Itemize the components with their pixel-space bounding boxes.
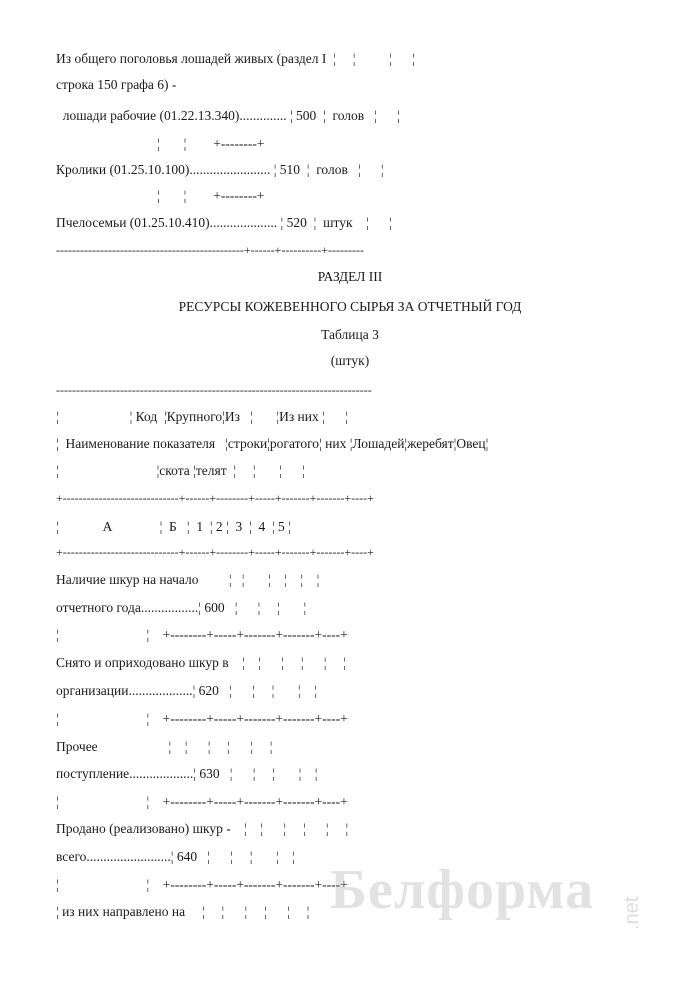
- table3-row-640-b: всего.........................¦ 640 ¦ ¦ ¦ ¦ ¦: [56, 849, 295, 864]
- table3-row-600-a: Наличие шкур на начало ¦ ¦ ¦ ¦ ¦ ¦: [56, 572, 320, 587]
- upper-row-work-horses: лошади рабочие (01.22.13.340).............. ¦ 500 ¦ голов ¦ ¦: [56, 108, 400, 123]
- table3-row-630-a: Прочее ¦ ¦ ¦ ¦ ¦ ¦: [56, 739, 273, 754]
- upper-row-bottom-rule: -----------------------------------------------+------+----------+---------: [56, 243, 365, 257]
- table3-header-row-2: ¦ Наименование показателя ¦строки¦рогатого¦ них ¦Лошадей¦жеребят¦Овец¦: [56, 436, 489, 451]
- table3-row-630-b: поступление...................¦ 630 ¦ ¦ ¦ ¦ ¦: [56, 766, 318, 781]
- watermark-suffix: .net: [621, 896, 643, 930]
- upper-row-line150: строка 150 графа 6) -: [56, 77, 177, 92]
- table3-row-620-b: организации...................¦ 620 ¦ ¦ ¦ ¦ ¦: [56, 683, 317, 698]
- table-caption: Таблица 3: [321, 327, 379, 342]
- table3-top-rule: -------------------------------------------------------------------------------: [56, 383, 372, 397]
- table3-header-row-3: ¦ ¦скота ¦телят ¦ ¦ ¦ ¦: [56, 463, 305, 478]
- upper-row-rule1: ¦ ¦ +--------+: [56, 136, 265, 151]
- table3-row-subitem: ¦ из них направлено на ¦ ¦ ¦ ¦ ¦ ¦: [56, 904, 310, 919]
- upper-row-rabbits: Кролики (01.25.10.100)........................ ¦ 510 ¦ голов ¦ ¦: [56, 162, 384, 177]
- table3-header-letters: ¦ А ¦ Б ¦ 1 ¦ 2 ¦ 3 ¦ 4 ¦ 5 ¦: [56, 519, 291, 534]
- watermark-logo: Белформа: [330, 859, 595, 921]
- table3-header-rule: +-----------------------------+------+--------+-----+-------+-------+----+: [56, 491, 374, 505]
- table3-row-640-rule: ¦ ¦ +--------+-----+-------+-------+----+: [56, 877, 348, 892]
- table3-row-600-b: отчетного года.................¦ 600 ¦ ¦ ¦ ¦: [56, 600, 307, 615]
- table3-row-620-rule: ¦ ¦ +--------+-----+-------+-------+----+: [56, 711, 348, 726]
- table3-header-row-1: ¦ ¦ Код ¦Крупного¦Из ¦ ¦Из них ¦ ¦: [56, 409, 348, 424]
- upper-row-rule2: ¦ ¦ +--------+: [56, 188, 265, 203]
- section-subtitle: РЕСУРСЫ КОЖЕВЕННОГО СЫРЬЯ ЗА ОТЧЕТНЫЙ ГОД: [178, 299, 522, 314]
- table3-row-600-rule: ¦ ¦ +--------+-----+-------+-------+----+: [56, 627, 348, 642]
- upper-row-bees: Пчелосемьи (01.25.10.410).................... ¦ 520 ¦ штук ¦ ¦: [56, 215, 392, 230]
- section-title: РАЗДЕЛ III: [317, 269, 383, 284]
- table3-header-bottom-rule: +-----------------------------+------+--------+-----+-------+-------+----+: [56, 545, 374, 559]
- table3-row-620-a: Снято и оприходовано шкур в ¦ ¦ ¦ ¦ ¦ ¦: [56, 655, 347, 670]
- table3-row-630-rule: ¦ ¦ +--------+-----+-------+-------+----+: [56, 794, 348, 809]
- upper-row-horses: Из общего поголовья лошадей живых (раздел I ¦ ¦ ¦ ¦: [56, 51, 415, 66]
- table3-row-640-a: Продано (реализовано) шкур - ¦ ¦ ¦ ¦ ¦ ¦: [56, 821, 349, 836]
- units-label: (штук): [330, 353, 370, 368]
